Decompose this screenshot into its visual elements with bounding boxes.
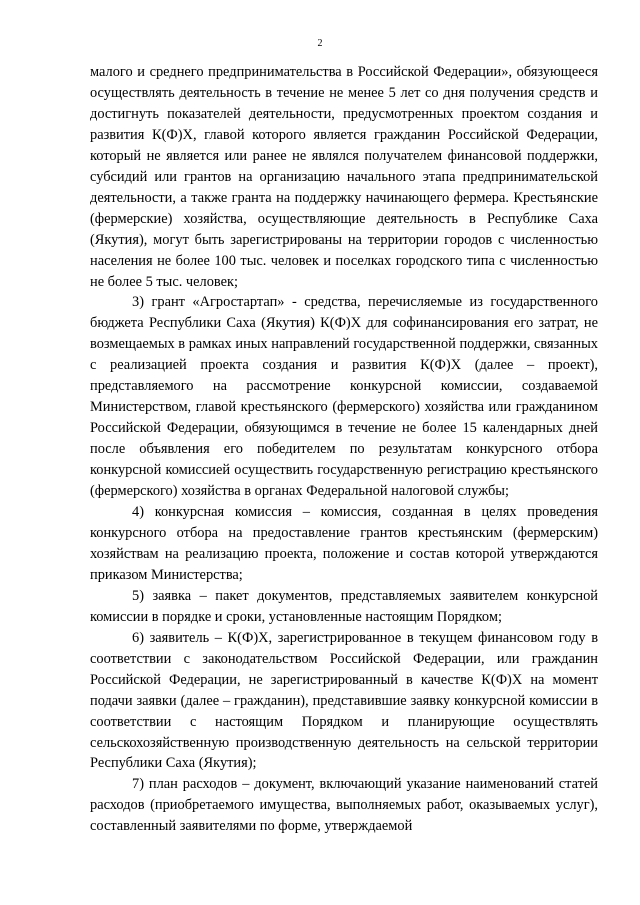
page-number: 2 — [317, 38, 323, 49]
paragraph-item-7-expense-plan: 7) план расходов – документ, включающий указание наименований статей расходов (приобретаемого имущества, выполняемых работ, оказываемых услуг), составленный заявителями по форме, утверждаемой — [90, 776, 598, 835]
paragraph-continuation: малого и среднего предпринимательства в Российской Федерации», обязующееся осуществлять деятельность в течение не менее 5 лет со дня получения средств и достигнуть показателей деятельности, предусмотренных проектом создания и развития К(Ф)Х, главой которого является гражданин Российской Федерации, который не является или ранее не являлся получателем финансовой поддержки, субсидий или грантов на организацию начального этапа предпринимательской деятельности, а также гранта на поддержку начинающего фермера. Крестьянские (фермерские) хозяйства, осуществляющие деятельность в Республике Саха (Якутия), могут быть зарегистрированы на территории городов с численностью населения не более 100 тыс. человек и поселках городского типа с численностью не более 5 тыс. человек; — [90, 64, 598, 290]
document-body — [90, 62, 598, 837]
paragraph-item-5-application: 5) заявка – пакет документов, представляемых заявителем конкурсной комиссии в порядке и сроки, установленные настоящим Порядком; — [90, 587, 598, 625]
paragraph-item-6-applicant: 6) заявитель – К(Ф)Х, зарегистрированное в текущем финансовом году в соответствии с законодательством Российской Федерации, или гражданин Российской Федерации, не зарегистрированный в качестве К(Ф)Х на момент подачи заявки (далее – гражданин), представившие заявку конкурсной комиссии в соответствии с настоящим Порядком и планирующие осуществлять сельскохозяйственную производственную деятельность на сельской территории Республики Саха (Якутия); — [90, 629, 598, 772]
paragraph-item-3-agrostartup-grant: 3) грант «Агростартап» - средства, перечисляемые из государственного бюджета Республики Саха (Якутия) К(Ф)Х для софинансирования его затрат, не возмещаемых в рамках иных направлений государственной поддержки, связанных с реализацией проекта создания и развития К(Ф)Х (далее – проект), представляемого на рассмотрение конкурсной комиссии, создаваемой Министерством, главой крестьянского (фермерского) хозяйства или гражданином Российской Федерации, обязующимся в течение не более 15 календарных дней после объявления его победителем по результатам конкурсного отбора конкурсной комиссией осуществить государственную регистрацию крестьянского (фермерского) хозяйства в органах Федеральной налоговой службы; — [90, 294, 598, 500]
paragraph-item-4-competition-commission: 4) конкурсная комиссия – комиссия, созданная в целях проведения конкурсного отбора на предоставление грантов крестьянским (фермерским) хозяйствам на реализацию проекта, положение и состав которой утверждаются приказом Министерства; — [90, 504, 598, 583]
